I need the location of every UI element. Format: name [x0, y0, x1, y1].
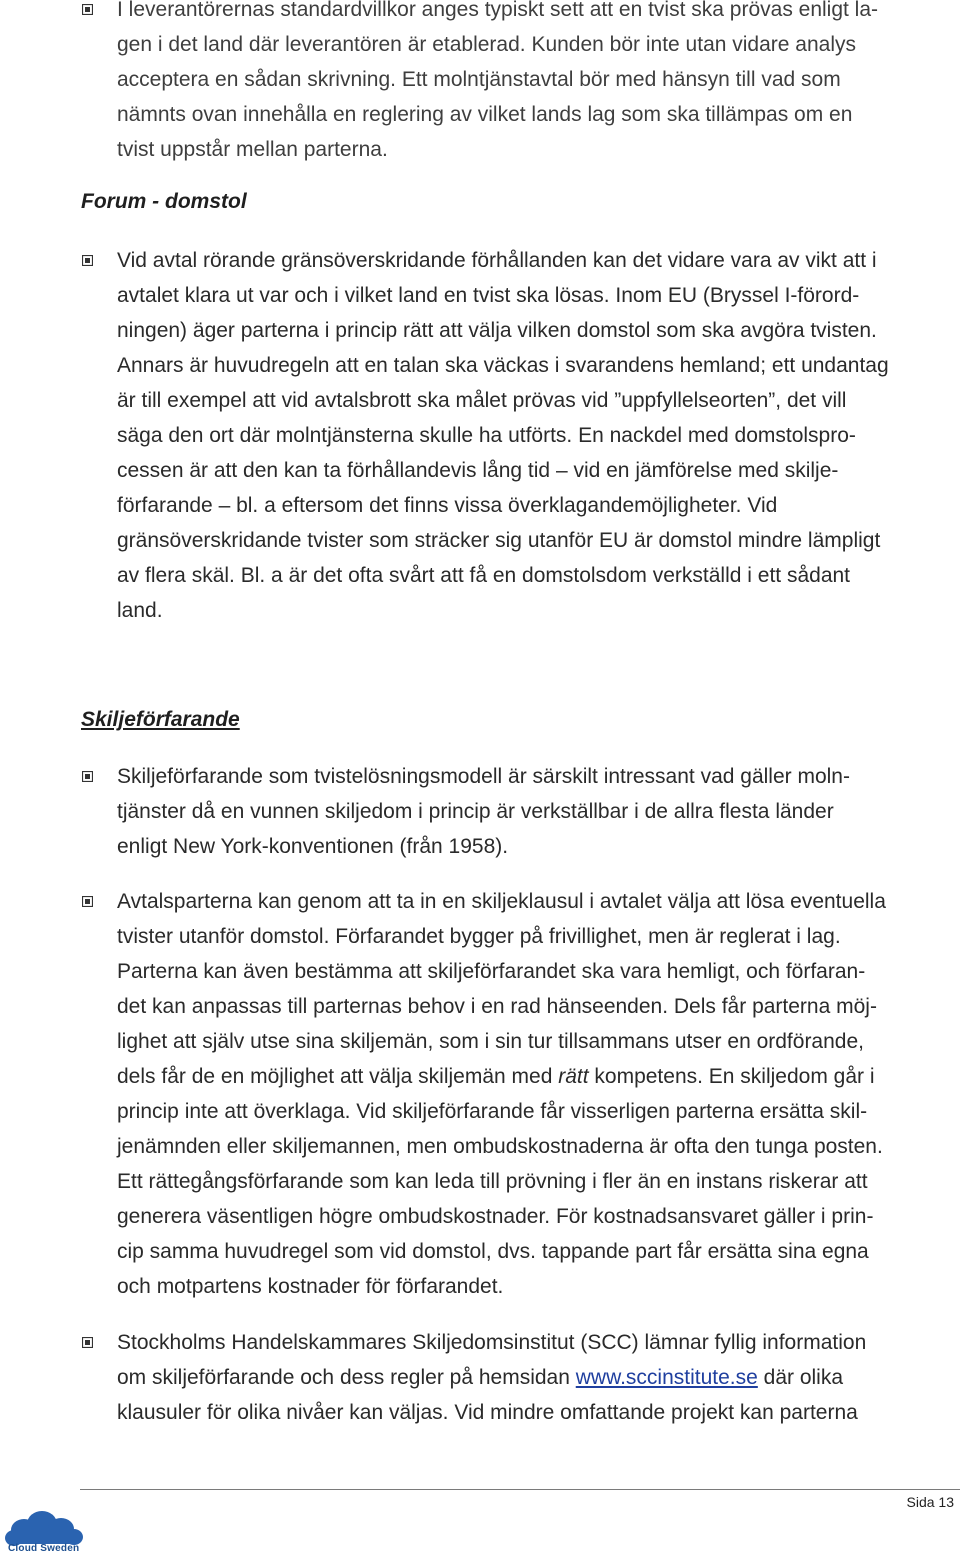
forum-line: avtalet klara ut var och i vilket land en tvist ska lösas. Inom EU (Bryssel I-förord- [117, 284, 860, 307]
arbitration-text: om skiljeförfarande och dess regler på hemsidan [117, 1366, 576, 1389]
arbitration-line: klausuler för olika nivåer kan väljas. Vid mindre omfattande projekt kan parterna [117, 1401, 858, 1424]
arbitration-line [117, 1360, 952, 1395]
forum-bullet [82, 243, 952, 628]
forum-line: av flera skäl. Bl. a är det ofta svårt att få en domstolsdom verkställd i ett sådant [117, 564, 851, 587]
arbitration-bullet-3 [82, 1325, 952, 1430]
section-heading-forum: Forum - domstol [81, 190, 247, 213]
footer-divider [80, 1489, 960, 1490]
logo-text: Cloud Sweden [8, 1543, 80, 1554]
arbitration-line: jenämnden eller skiljemannen, men ombudskostnaderna är ofta den tunga posten. [117, 1135, 883, 1158]
arbitration-line: Avtalsparterna kan genom att ta in en skiljeklausul i avtalet välja att lösa eventuella [117, 890, 886, 913]
arbitration-text: dels får de en möjlighet att välja skiljemän med [117, 1065, 559, 1088]
square-bullet-icon [82, 896, 93, 907]
section-heading-arbitration: Skiljeförfarande [81, 708, 240, 731]
square-bullet-icon [82, 771, 93, 782]
forum-line: gränsöverskridande tvister som sträcker sig utanför EU är domstol mindre lämpligt [117, 529, 881, 552]
intro-line: gen i det land där leverantören är etablerad. Kunden bör inte utan vidare analys [117, 33, 856, 56]
emphasis-text: rätt [558, 1065, 589, 1088]
forum-line: Vid avtal rörande gränsöverskridande förhållanden kan det vidare vara av vikt att i [117, 249, 877, 272]
forum-line: land. [117, 599, 163, 622]
intro-line: tvist uppstår mellan parterna. [117, 138, 388, 161]
forum-line: förfarande – bl. a eftersom det finns vissa överklagandemöjligheter. Vid [117, 494, 778, 517]
arbitration-bullet-1 [82, 759, 952, 864]
arbitration-line: cip samma huvudregel som vid domstol, dvs. tappande part får ersätta sina egna [117, 1240, 869, 1263]
forum-line: är till exempel att vid avtalsbrott ska målet prövas vid ”uppfyllelseorten”, det vill [117, 389, 847, 412]
arbitration-text: kompetens. En skiljedom går i [588, 1065, 875, 1088]
arbitration-line: lighet att själv utse sina skiljemän, som i sin tur tillsammans utser en ordförande, [117, 1030, 864, 1053]
arbitration-line: enligt New York-konventionen (från 1958). [117, 835, 509, 858]
arbitration-line: tvister utanför domstol. Förfarandet bygger på frivillighet, men är reglerat i lag. [117, 925, 841, 948]
arbitration-line: Skiljeförfarande som tvistelösningsmodell är särskilt intressant vad gäller moln- [117, 765, 850, 788]
arbitration-line: generera väsentligen högre ombudskostnader. För kostnadsansvaret gäller i prin- [117, 1205, 874, 1228]
arbitration-line: Ett rättegångsförfarande som kan leda till prövning i fler än en instans riskerar att [117, 1170, 868, 1193]
intro-line: nämnts ovan innehålla en reglering av vilket lands lag som ska tillämpas om en [117, 103, 853, 126]
forum-line: säga den ort där molntjänsterna skulle ha utförts. En nackdel med domstolspro- [117, 424, 856, 447]
intro-line: I leverantörernas standardvillkor anges typiskt sett att en tvist ska prövas enligt la- [117, 0, 879, 21]
square-bullet-icon [82, 1337, 93, 1348]
intro-bullet [82, 0, 952, 167]
arbitration-line: och motpartens kostnader för förfarandet. [117, 1275, 504, 1298]
arbitration-text: där olika [757, 1366, 844, 1389]
cloud-logo-icon [4, 1510, 84, 1562]
scc-website-link[interactable]: www.sccinstitute.se [575, 1366, 758, 1389]
forum-line: Annars är huvudregeln att en talan ska väckas i svarandens hemland; ett undantag [117, 354, 889, 377]
forum-line: ningen) äger parterna i princip rätt att välja vilken domstol som ska avgöra tvisten. [117, 319, 877, 342]
square-bullet-icon [82, 255, 93, 266]
page-number: Sida 13 [906, 1494, 954, 1510]
arbitration-line [117, 1059, 952, 1094]
forum-line: cessen är att den kan ta förhållandevis lång tid – vid en jämförelse med skilje- [117, 459, 839, 482]
arbitration-line: Stockholms Handelskammares Skiljedomsinstitut (SCC) lämnar fyllig information [117, 1331, 867, 1354]
arbitration-bullet-2 [82, 884, 952, 1304]
arbitration-line: Parterna kan även bestämma att skiljeförfarandet ska vara hemligt, och förfaran- [117, 960, 866, 983]
square-bullet-icon [82, 4, 93, 15]
arbitration-line: tjänster då en vunnen skiljedom i princip är verkställbar i de allra flesta länder [117, 800, 834, 823]
intro-line: acceptera en sådan skrivning. Ett molntjänstavtal bör med hänsyn till vad som [117, 68, 841, 91]
arbitration-line: princip inte att överklaga. Vid skiljeförfarande får visserligen parterna ersätta skil- [117, 1100, 868, 1123]
arbitration-line: det kan anpassas till parternas behov i en rad hänseenden. Dels får parterna möj- [117, 995, 877, 1018]
